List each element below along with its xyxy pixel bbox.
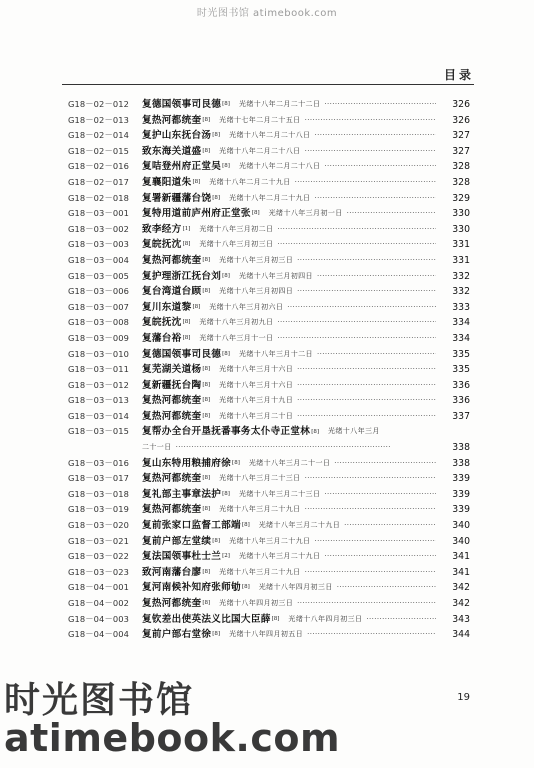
- entry-note: [8]: [192, 179, 201, 186]
- entry-page: 343: [452, 613, 470, 625]
- toc-row[interactable]: [68, 362, 470, 378]
- entry-body: [142, 347, 436, 363]
- entry-body: [142, 315, 436, 331]
- entry-note: [8]: [222, 350, 230, 357]
- entry-body: [142, 206, 436, 222]
- toc-list: [68, 97, 470, 643]
- entry-date: 光绪十八年三月初一日: [268, 209, 343, 218]
- entry-page: 333: [452, 301, 470, 313]
- site-header: 时光图书馆 atimebook.com: [196, 8, 338, 19]
- entry-page: 332: [452, 270, 470, 282]
- entry-page: 326: [452, 114, 470, 126]
- entry-title: 复前张家口监督工部端: [142, 520, 241, 532]
- watermark-text-cn: 时光图书馆: [4, 680, 195, 721]
- entry-code: G18－04－002: [68, 598, 129, 608]
- entry-code: G18－04－004: [68, 629, 129, 640]
- entry-date: 光绪十八年三月初三日: [219, 255, 294, 264]
- entry-body: [142, 331, 436, 347]
- leader-dots: [344, 518, 436, 534]
- entry-page: 340: [452, 520, 470, 532]
- entry-code: G18－03－003: [68, 239, 129, 250]
- entry-title: 复咭登州府正堂吴: [142, 161, 222, 173]
- entry-code: G18－03－009: [68, 332, 129, 343]
- entry-note: [8]: [251, 210, 260, 217]
- leader-dots: [337, 580, 436, 596]
- entry-code: G18－03－001: [68, 208, 129, 219]
- leader-dots: [307, 627, 436, 643]
- toc-row[interactable]: [68, 237, 470, 253]
- entry-code: G18－03－018: [68, 488, 129, 499]
- entry-title: 复皖抚沈: [142, 239, 182, 251]
- toc-row[interactable]: [68, 222, 470, 238]
- leader-dots: [287, 300, 436, 316]
- entry-page: 326: [452, 99, 470, 110]
- leader-dots: [347, 206, 436, 222]
- entry-title: 复热河都统奎: [142, 114, 202, 126]
- entry-title: 复山东特用粮捕府徐: [142, 457, 232, 469]
- entry-code: G18－02－018: [68, 192, 129, 203]
- entry-date: 光绪十八年三月十九日: [219, 396, 294, 405]
- entry-date: 光绪十八年四月初三日: [288, 614, 363, 623]
- toc-row[interactable]: [68, 502, 470, 518]
- toc-row[interactable]: [68, 144, 470, 160]
- entry-code: G18－03－013: [68, 395, 129, 406]
- toc-row[interactable]: [68, 580, 470, 596]
- entry-page: 330: [452, 208, 470, 220]
- entry-date: 光绪十八年三月初四日: [219, 287, 294, 296]
- entry-note: [8]: [212, 194, 221, 201]
- entry-date: 光绪十八年四月初五日: [229, 630, 304, 639]
- entry-note: [8]: [222, 163, 230, 170]
- entry-code: G18－03－004: [68, 254, 129, 265]
- entry-body: [142, 284, 436, 300]
- entry-note: [8]: [212, 631, 221, 638]
- entry-body: [142, 596, 436, 612]
- toc-row[interactable]: [68, 315, 470, 331]
- leader-dots: [317, 347, 436, 363]
- entry-body: [142, 253, 436, 269]
- entry-code: G18－02－016: [68, 161, 129, 172]
- entry-body: [142, 409, 436, 425]
- toc-row[interactable]: [68, 627, 470, 643]
- entry-note: [8]: [202, 600, 211, 607]
- entry-date: 光绪十八年四月初三日: [258, 583, 333, 592]
- entry-title: 致李经方: [142, 223, 182, 235]
- entry-page: 328: [452, 161, 470, 173]
- entry-code: G18－03－023: [68, 566, 129, 577]
- entry-body: [142, 362, 436, 378]
- entry-date: 光绪十八年三月二十九日: [238, 552, 321, 561]
- leader-dots: [297, 253, 436, 269]
- entry-code: G18－03－022: [68, 551, 129, 562]
- entry-code: G18－03－005: [68, 270, 129, 281]
- entry-date: 光绪十八年三月十二日: [238, 349, 313, 358]
- leader-dots: [324, 97, 436, 113]
- toc-row[interactable]: [68, 191, 470, 207]
- leader-dots: [305, 471, 436, 487]
- toc-row[interactable]: [68, 300, 470, 316]
- entry-date: 光绪十八年三月二十三日: [219, 474, 301, 483]
- entry-title: 复德国领事司艮德: [142, 99, 222, 110]
- entry-title: 复钦差出使英法义比国大臣薛: [142, 613, 271, 625]
- entry-title: 复热河都统奎: [142, 473, 202, 485]
- toc-row[interactable]: [68, 612, 470, 628]
- section-title: 目录: [443, 68, 474, 82]
- toc-row[interactable]: [68, 549, 470, 565]
- leader-dots: [297, 284, 436, 300]
- entry-note: [8]: [202, 256, 211, 263]
- entry-date: 光绪十八年三月二十一日: [248, 458, 331, 467]
- entry-note: [8]: [202, 397, 211, 404]
- entry-page: 331: [452, 254, 470, 266]
- entry-date: 光绪十八年二月二十二日: [238, 100, 321, 108]
- entry-note: [8]: [202, 506, 211, 513]
- entry-date: 光绪十八年二月二十八日: [219, 146, 301, 155]
- leader-dots: [297, 362, 436, 378]
- entry-page: 336: [452, 379, 470, 391]
- entry-title: 复署新疆藩台饶: [142, 192, 212, 204]
- entry-code: G18－03－002: [68, 223, 129, 234]
- entry-note: [8]: [212, 132, 221, 139]
- entry-body: [142, 565, 436, 581]
- toc-row[interactable]: [68, 206, 470, 222]
- entry-body: [142, 159, 436, 175]
- entry-code: G18－03－011: [68, 364, 129, 375]
- entry-code: G18－03－017: [68, 473, 129, 484]
- entry-title: 复热河都统奎: [142, 395, 202, 407]
- leader-dots: [314, 128, 436, 144]
- entry-body: [142, 175, 436, 191]
- entry-note: [2]: [222, 553, 230, 560]
- entry-code: G18－04－001: [68, 582, 129, 593]
- toc-row[interactable]: [68, 347, 470, 363]
- entry-note: [1]: [182, 225, 191, 232]
- entry-page: 338: [452, 442, 470, 454]
- toc-row[interactable]: [68, 253, 470, 269]
- entry-body: [142, 518, 436, 534]
- entry-title: 复法国领事杜士兰: [142, 551, 222, 563]
- toc-row[interactable]: [68, 487, 470, 503]
- entry-note: [8]: [222, 272, 230, 279]
- toc-row[interactable]: [68, 159, 470, 175]
- leader-dots: [277, 331, 436, 347]
- entry-page: 340: [452, 535, 470, 547]
- entry-page: 341: [452, 566, 470, 578]
- entry-body: [142, 534, 436, 550]
- entry-continuation: [142, 440, 436, 456]
- entry-date: 光绪十七年二月二十五日: [219, 115, 301, 124]
- entry-title: 复礼部主事章法护: [142, 488, 222, 500]
- entry-title: 复护山东抚台汤: [142, 130, 212, 142]
- entry-title: 复前户部右堂徐: [142, 629, 212, 641]
- entry-page: 330: [452, 223, 470, 235]
- leader-dots: [305, 502, 436, 518]
- leader-dots: [324, 549, 436, 565]
- entry-title: 复芜湖关道杨: [142, 364, 202, 376]
- entry-page: 337: [452, 410, 470, 422]
- page-number: 19: [457, 692, 470, 703]
- entry-code: G18－03－014: [68, 410, 129, 421]
- entry-body: [142, 97, 436, 113]
- leader-dots: [324, 487, 436, 503]
- entry-code: G18－02－014: [68, 130, 129, 141]
- entry-code: G18－03－019: [68, 504, 129, 515]
- entry-body: [142, 269, 436, 285]
- entry-page: 339: [452, 504, 470, 516]
- toc-row[interactable]: [68, 97, 470, 113]
- entry-page: 334: [452, 317, 470, 329]
- entry-date: 光绪十八年三月初九日: [199, 318, 274, 327]
- entry-date: 光绪十八年三月二十三日: [238, 489, 321, 498]
- entry-code: G18－03－012: [68, 379, 129, 390]
- toc-row[interactable]: [68, 378, 470, 394]
- entry-note: [8]: [241, 584, 250, 591]
- entry-page: 335: [452, 364, 470, 376]
- toc-row[interactable]: [68, 471, 470, 487]
- entry-date: 光绪十八年三月初二日: [199, 224, 274, 233]
- entry-body: [142, 580, 436, 596]
- entry-code: G18－03－015: [68, 426, 129, 437]
- entry-page: 331: [452, 239, 470, 251]
- entry-code: G18－02－012: [68, 99, 129, 109]
- leader-dots: [314, 534, 436, 550]
- entry-title: 复热河都统奎: [142, 254, 202, 266]
- entry-date: 光绪十八年四月初三日: [219, 599, 294, 607]
- leader-dots: [305, 144, 436, 160]
- entry-title: 致东海关道盛: [142, 145, 202, 157]
- toc-row[interactable]: [68, 518, 470, 534]
- toc-row[interactable]: [68, 284, 470, 300]
- entry-title: 复藩台裕: [142, 332, 182, 344]
- entry-title: 复热河都统奎: [142, 504, 202, 516]
- entry-note: [8]: [212, 537, 221, 544]
- leader-dots: [324, 159, 436, 175]
- entry-page: 327: [452, 145, 470, 157]
- leader-dots: [305, 113, 436, 129]
- entry-note: [8]: [202, 147, 211, 154]
- entry-body: [142, 627, 436, 643]
- entry-body: [142, 456, 436, 472]
- entry-page: 329: [452, 192, 470, 204]
- entry-date: 光绪十八年三月二十九日: [229, 536, 311, 545]
- entry-body: [142, 128, 436, 144]
- toc-row[interactable]: [68, 175, 470, 191]
- entry-note: [8]: [202, 381, 211, 388]
- entry-date: 光绪十八年二月二十八日: [229, 131, 311, 140]
- entry-date: 光绪十八年三月二十九日: [258, 521, 341, 530]
- header-rule: [62, 84, 474, 85]
- entry-date-continued: 二十一日: [142, 443, 172, 452]
- leader-dots: [297, 393, 436, 409]
- entry-note: [8]: [202, 366, 211, 373]
- toc-row[interactable]: [68, 424, 470, 440]
- entry-note: [8]: [241, 522, 250, 529]
- entry-note: [8]: [202, 475, 211, 482]
- entry-date: 光绪十八年三月: [328, 427, 380, 436]
- entry-code: G18－03－020: [68, 520, 129, 531]
- leader-dots: [297, 378, 436, 394]
- leader-dots: [295, 175, 436, 191]
- entry-note: [8]: [192, 303, 201, 310]
- entry-body: [142, 144, 436, 160]
- entry-body: [142, 378, 436, 394]
- entry-note: [8]: [271, 615, 280, 622]
- leader-dots: [176, 440, 436, 456]
- entry-date: 光绪十八年三月十六日: [219, 365, 294, 374]
- toc-row[interactable]: [68, 409, 470, 425]
- toc-row[interactable]: [68, 269, 470, 285]
- entry-note: [8]: [202, 288, 211, 295]
- entry-title: 复皖抚沈: [142, 317, 182, 329]
- entry-code: G18－03－007: [68, 301, 129, 312]
- toc-row[interactable]: [68, 456, 470, 472]
- entry-body: [142, 424, 436, 440]
- entry-note: [8]: [222, 490, 230, 497]
- leader-dots: [305, 565, 436, 581]
- toc-row-continuation: [68, 440, 470, 456]
- entry-body: [142, 222, 436, 238]
- entry-date: 光绪十八年三月十六日: [219, 380, 294, 389]
- entry-date: 光绪十八年二月二十九日: [229, 193, 311, 202]
- entry-date: 光绪十八年三月二十九日: [219, 567, 301, 576]
- entry-title: 复德国领事司艮德: [142, 348, 222, 360]
- entry-title: 复热河都统奎: [142, 410, 202, 422]
- entry-page: 327: [452, 130, 470, 142]
- leader-dots: [297, 409, 436, 425]
- entry-code: G18－03－006: [68, 286, 129, 297]
- entry-code: G18－02－017: [68, 176, 129, 187]
- entry-code: G18－02－015: [68, 145, 129, 156]
- entry-body: [142, 113, 436, 129]
- leader-dots: [297, 596, 436, 612]
- entry-body: [142, 549, 436, 565]
- entry-page: 342: [452, 582, 470, 594]
- entry-date: 光绪十八年三月二十九日: [219, 505, 301, 514]
- entry-date: 光绪十八年三月初四日: [238, 271, 313, 280]
- entry-title: 复热河都统奎: [142, 598, 202, 609]
- entry-date: 光绪十八年三月初三日: [199, 240, 274, 249]
- leader-dots: [317, 269, 436, 285]
- entry-page: 332: [452, 286, 470, 298]
- entry-body: [142, 237, 436, 253]
- entry-title: 致河南藩台廖: [142, 566, 202, 578]
- toc-row[interactable]: [68, 393, 470, 409]
- toc-row[interactable]: [68, 331, 470, 347]
- entry-title: 复护理浙江抚台刘: [142, 270, 222, 282]
- entry-body: [142, 487, 436, 503]
- entry-title: 复台湾道台顾: [142, 286, 202, 298]
- entry-date: 光绪十八年三月二十日: [219, 411, 294, 420]
- entry-title: 复特用道前庐州府正堂张: [142, 208, 251, 220]
- entry-page: 335: [452, 348, 470, 360]
- entry-code: G18－04－003: [68, 613, 129, 624]
- entry-page: 344: [452, 629, 470, 641]
- entry-body: [142, 502, 436, 518]
- entry-note: [8]: [232, 459, 240, 466]
- leader-dots: [366, 612, 436, 628]
- entry-note: [8]: [202, 116, 211, 123]
- entry-page: 339: [452, 473, 470, 485]
- leader-dots: [277, 315, 436, 331]
- entry-page: 342: [452, 598, 470, 609]
- entry-date: 光绪十八年三月十一日: [199, 333, 274, 342]
- leader-dots: [334, 456, 436, 472]
- entry-page: 339: [452, 488, 470, 500]
- toc-row[interactable]: [68, 534, 470, 550]
- entry-page: 334: [452, 332, 470, 344]
- leader-dots: [277, 237, 436, 253]
- toc-row[interactable]: [68, 128, 470, 144]
- entry-code: G18－03－008: [68, 317, 129, 328]
- entry-code: G18－03－010: [68, 348, 129, 359]
- entry-code: G18－03－016: [68, 457, 129, 468]
- leader-dots: [314, 191, 436, 207]
- entry-title: 复帮办全台开垦抚番事务太仆寺正堂林: [142, 426, 311, 438]
- entry-note: [8]: [202, 568, 211, 575]
- entry-title: 复襄阳道朱: [142, 176, 192, 188]
- leader-dots: [277, 222, 436, 238]
- entry-title: 复河南候补知府张师劬: [142, 582, 241, 594]
- entry-date: 光绪十八年三月初六日: [209, 302, 284, 311]
- entry-page: 338: [452, 457, 470, 469]
- entry-date: 光绪十八年二月二十八日: [238, 162, 321, 171]
- entry-date: 光绪十八年二月二十九日: [209, 177, 291, 186]
- entry-note: [8]: [222, 101, 230, 108]
- entry-title: 复新疆抚台陶: [142, 379, 202, 391]
- entry-note: [8]: [311, 428, 319, 435]
- entry-note: [8]: [182, 334, 191, 341]
- toc-row[interactable]: [68, 113, 470, 129]
- entry-code: G18－03－021: [68, 535, 129, 546]
- entry-body: [142, 393, 436, 409]
- entry-note: [8]: [182, 241, 191, 248]
- entry-note: [8]: [182, 319, 191, 326]
- watermark-text-url: atimebook.com: [4, 716, 341, 760]
- entry-body: [142, 471, 436, 487]
- entry-page: 328: [452, 176, 470, 188]
- entry-title: 复川东道黎: [142, 301, 192, 313]
- entry-page: 341: [452, 551, 470, 563]
- entry-page: 336: [452, 395, 470, 407]
- entry-note: [8]: [202, 412, 211, 419]
- entry-body: [142, 612, 436, 628]
- entry-code: G18－02－013: [68, 114, 129, 125]
- toc-row[interactable]: [68, 565, 470, 581]
- entry-title: 复前户部左堂续: [142, 535, 212, 547]
- entry-body: [142, 191, 436, 207]
- toc-row[interactable]: [68, 596, 470, 612]
- entry-body: [142, 300, 436, 316]
